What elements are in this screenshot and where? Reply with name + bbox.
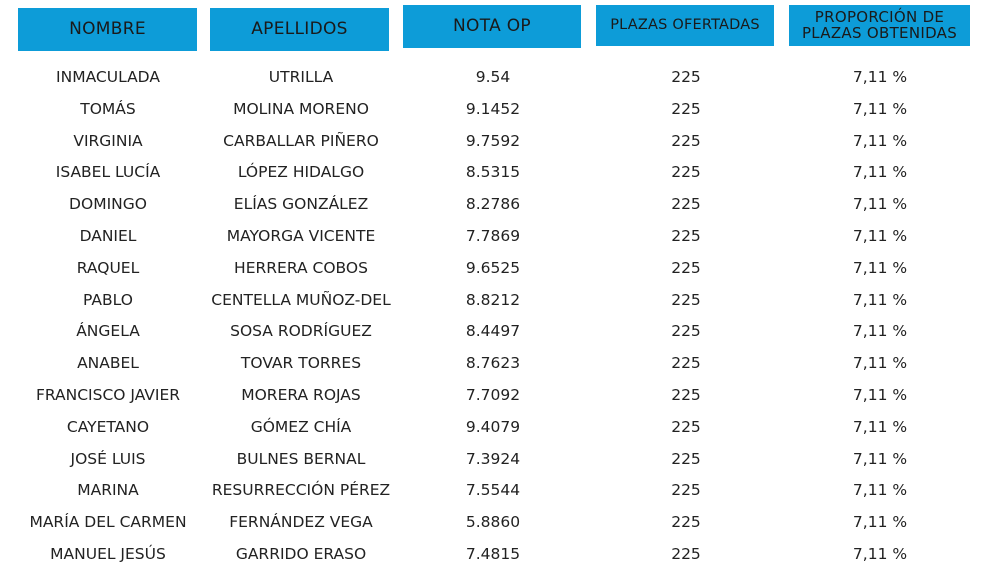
cell-plazas-ofertadas: 225 bbox=[671, 131, 701, 150]
cell-plazas-ofertadas: 225 bbox=[671, 258, 701, 277]
cell-apellidos: FERNÁNDEZ VEGA bbox=[229, 513, 373, 532]
cell-plazas-ofertadas: 225 bbox=[671, 545, 701, 563]
cell-plazas-ofertadas: 225 bbox=[671, 417, 701, 436]
header-apellidos bbox=[210, 8, 389, 51]
cell-proporcion: 7,11 % bbox=[852, 227, 908, 245]
cell-nota-op: 9.4079 bbox=[465, 417, 521, 436]
cell-nota-op: 7.7092 bbox=[465, 386, 521, 404]
table-row bbox=[0, 188, 984, 220]
cell-plazas-ofertadas: 225 bbox=[671, 227, 701, 245]
cell-nombre: MARINA bbox=[77, 481, 139, 500]
table-row bbox=[0, 379, 984, 411]
header-plazas-ofertadas-label: PLAZAS OFERTADAS bbox=[610, 16, 760, 33]
cell-nombre: DOMINGO bbox=[69, 195, 147, 214]
cell-proporcion: 7,11 % bbox=[852, 417, 908, 436]
cell-apellidos: MORERA ROJAS bbox=[241, 386, 361, 404]
cell-nota-op: 8.7623 bbox=[465, 354, 521, 373]
cell-nota-op: 7.7869 bbox=[465, 227, 521, 245]
cell-nombre: MARÍA DEL CARMEN bbox=[29, 513, 187, 532]
cell-nombre: RAQUEL bbox=[76, 258, 140, 277]
cell-nombre: TOMÁS bbox=[80, 99, 136, 118]
cell-nombre: PABLO bbox=[83, 290, 133, 309]
cell-proporcion: 7,11 % bbox=[852, 481, 908, 500]
cell-proporcion: 7,11 % bbox=[852, 68, 908, 86]
cell-apellidos: CARBALLAR PIÑERO bbox=[223, 131, 379, 150]
cell-nota-op: 7.3924 bbox=[465, 449, 521, 468]
cell-proporcion: 7,11 % bbox=[852, 195, 908, 214]
cell-apellidos: LÓPEZ HIDALGO bbox=[237, 163, 365, 182]
cell-nota-op: 8.5315 bbox=[465, 163, 521, 182]
cell-plazas-ofertadas: 225 bbox=[671, 68, 701, 86]
cell-proporcion: 7,11 % bbox=[852, 131, 908, 150]
cell-proporcion: 7,11 % bbox=[852, 386, 908, 404]
cell-plazas-ofertadas: 225 bbox=[671, 354, 701, 373]
table-row bbox=[0, 125, 984, 157]
header-proporcion-line2: PLAZAS OBTENIDAS bbox=[801, 23, 958, 42]
header-apellidos-label: APELLIDOS bbox=[251, 18, 348, 39]
cell-proporcion: 7,11 % bbox=[852, 513, 908, 532]
cell-proporcion: 7,11 % bbox=[852, 449, 908, 468]
cell-nota-op: 9.6525 bbox=[465, 258, 521, 277]
table-row bbox=[0, 220, 984, 252]
table-row bbox=[0, 347, 984, 379]
cell-nota-op: 7.5544 bbox=[465, 481, 521, 500]
cell-nombre: INMACULADA bbox=[56, 68, 160, 86]
header-nota-op-label: NOTA OP bbox=[453, 15, 531, 36]
cell-apellidos: GARRIDO ERASO bbox=[235, 545, 367, 563]
cell-proporcion: 7,11 % bbox=[852, 545, 908, 563]
cell-nota-op: 5.8860 bbox=[465, 513, 521, 532]
table-row bbox=[0, 93, 984, 125]
cell-apellidos: GÓMEZ CHÍA bbox=[250, 417, 352, 436]
table-row bbox=[0, 252, 984, 284]
table-row bbox=[0, 538, 984, 570]
cell-nota-op: 9.7592 bbox=[465, 131, 521, 150]
cell-apellidos: ELÍAS GONZÁLEZ bbox=[233, 195, 369, 214]
cell-apellidos: UTRILLA bbox=[268, 68, 334, 86]
cell-nota-op: 7.4815 bbox=[465, 545, 521, 563]
header-proporcion bbox=[789, 5, 970, 46]
header-plazas-ofertadas bbox=[596, 5, 774, 46]
cell-nombre: VIRGINIA bbox=[73, 131, 143, 150]
cell-nota-op: 9.54 bbox=[475, 68, 511, 86]
table-row bbox=[0, 156, 984, 188]
cell-nota-op: 9.1452 bbox=[465, 99, 521, 118]
cell-proporcion: 7,11 % bbox=[852, 290, 908, 309]
cell-nombre: JOSÉ LUIS bbox=[70, 449, 146, 468]
cell-apellidos: RESURRECCIÓN PÉREZ bbox=[211, 481, 391, 500]
cell-plazas-ofertadas: 225 bbox=[671, 99, 701, 118]
cell-apellidos: BULNES BERNAL bbox=[236, 449, 366, 468]
cell-plazas-ofertadas: 225 bbox=[671, 163, 701, 182]
cell-proporcion: 7,11 % bbox=[852, 354, 908, 373]
cell-apellidos: HERRERA COBOS bbox=[234, 258, 368, 277]
header-nombre-label: NOMBRE bbox=[69, 18, 146, 39]
cell-nombre: ÁNGELA bbox=[76, 322, 140, 341]
cell-nombre: CAYETANO bbox=[66, 417, 150, 436]
header-nombre bbox=[18, 8, 197, 51]
cell-proporcion: 7,11 % bbox=[852, 99, 908, 118]
cell-apellidos: MAYORGA VICENTE bbox=[226, 227, 376, 245]
cell-proporcion: 7,11 % bbox=[852, 163, 908, 182]
cell-apellidos: TOVAR TORRES bbox=[240, 354, 362, 373]
cell-nombre: MANUEL JESÚS bbox=[50, 545, 166, 563]
cell-nombre: ISABEL LUCÍA bbox=[55, 163, 161, 182]
cell-plazas-ofertadas: 225 bbox=[671, 481, 701, 500]
cell-proporcion: 7,11 % bbox=[852, 258, 908, 277]
cell-nombre: FRANCISCO JAVIER bbox=[35, 386, 181, 404]
header-proporcion-line1: PROPORCIÓN DE bbox=[814, 7, 945, 26]
cell-plazas-ofertadas: 225 bbox=[671, 322, 701, 341]
cell-nombre: DANIEL bbox=[79, 227, 137, 245]
cell-nota-op: 8.8212 bbox=[465, 290, 521, 309]
cell-nota-op: 8.2786 bbox=[465, 195, 521, 214]
table-row bbox=[0, 61, 984, 93]
table-row bbox=[0, 506, 984, 538]
cell-plazas-ofertadas: 225 bbox=[671, 449, 701, 468]
cell-apellidos: MOLINA MORENO bbox=[233, 99, 369, 118]
cell-nota-op: 8.4497 bbox=[465, 322, 521, 341]
cell-nombre: ANABEL bbox=[77, 354, 139, 373]
table-row bbox=[0, 315, 984, 347]
cell-plazas-ofertadas: 225 bbox=[671, 290, 701, 309]
cell-plazas-ofertadas: 225 bbox=[671, 195, 701, 214]
cell-plazas-ofertadas: 225 bbox=[671, 513, 701, 532]
cell-apellidos: CENTELLA MUÑOZ-DEL bbox=[211, 290, 391, 309]
table-row bbox=[0, 443, 984, 475]
cell-apellidos: SOSA RODRÍGUEZ bbox=[230, 322, 372, 341]
cell-plazas-ofertadas: 225 bbox=[671, 386, 701, 404]
table-row bbox=[0, 411, 984, 443]
cell-proporcion: 7,11 % bbox=[852, 322, 908, 341]
table-row bbox=[0, 474, 984, 506]
table-row bbox=[0, 284, 984, 316]
header-nota-op bbox=[403, 5, 581, 48]
